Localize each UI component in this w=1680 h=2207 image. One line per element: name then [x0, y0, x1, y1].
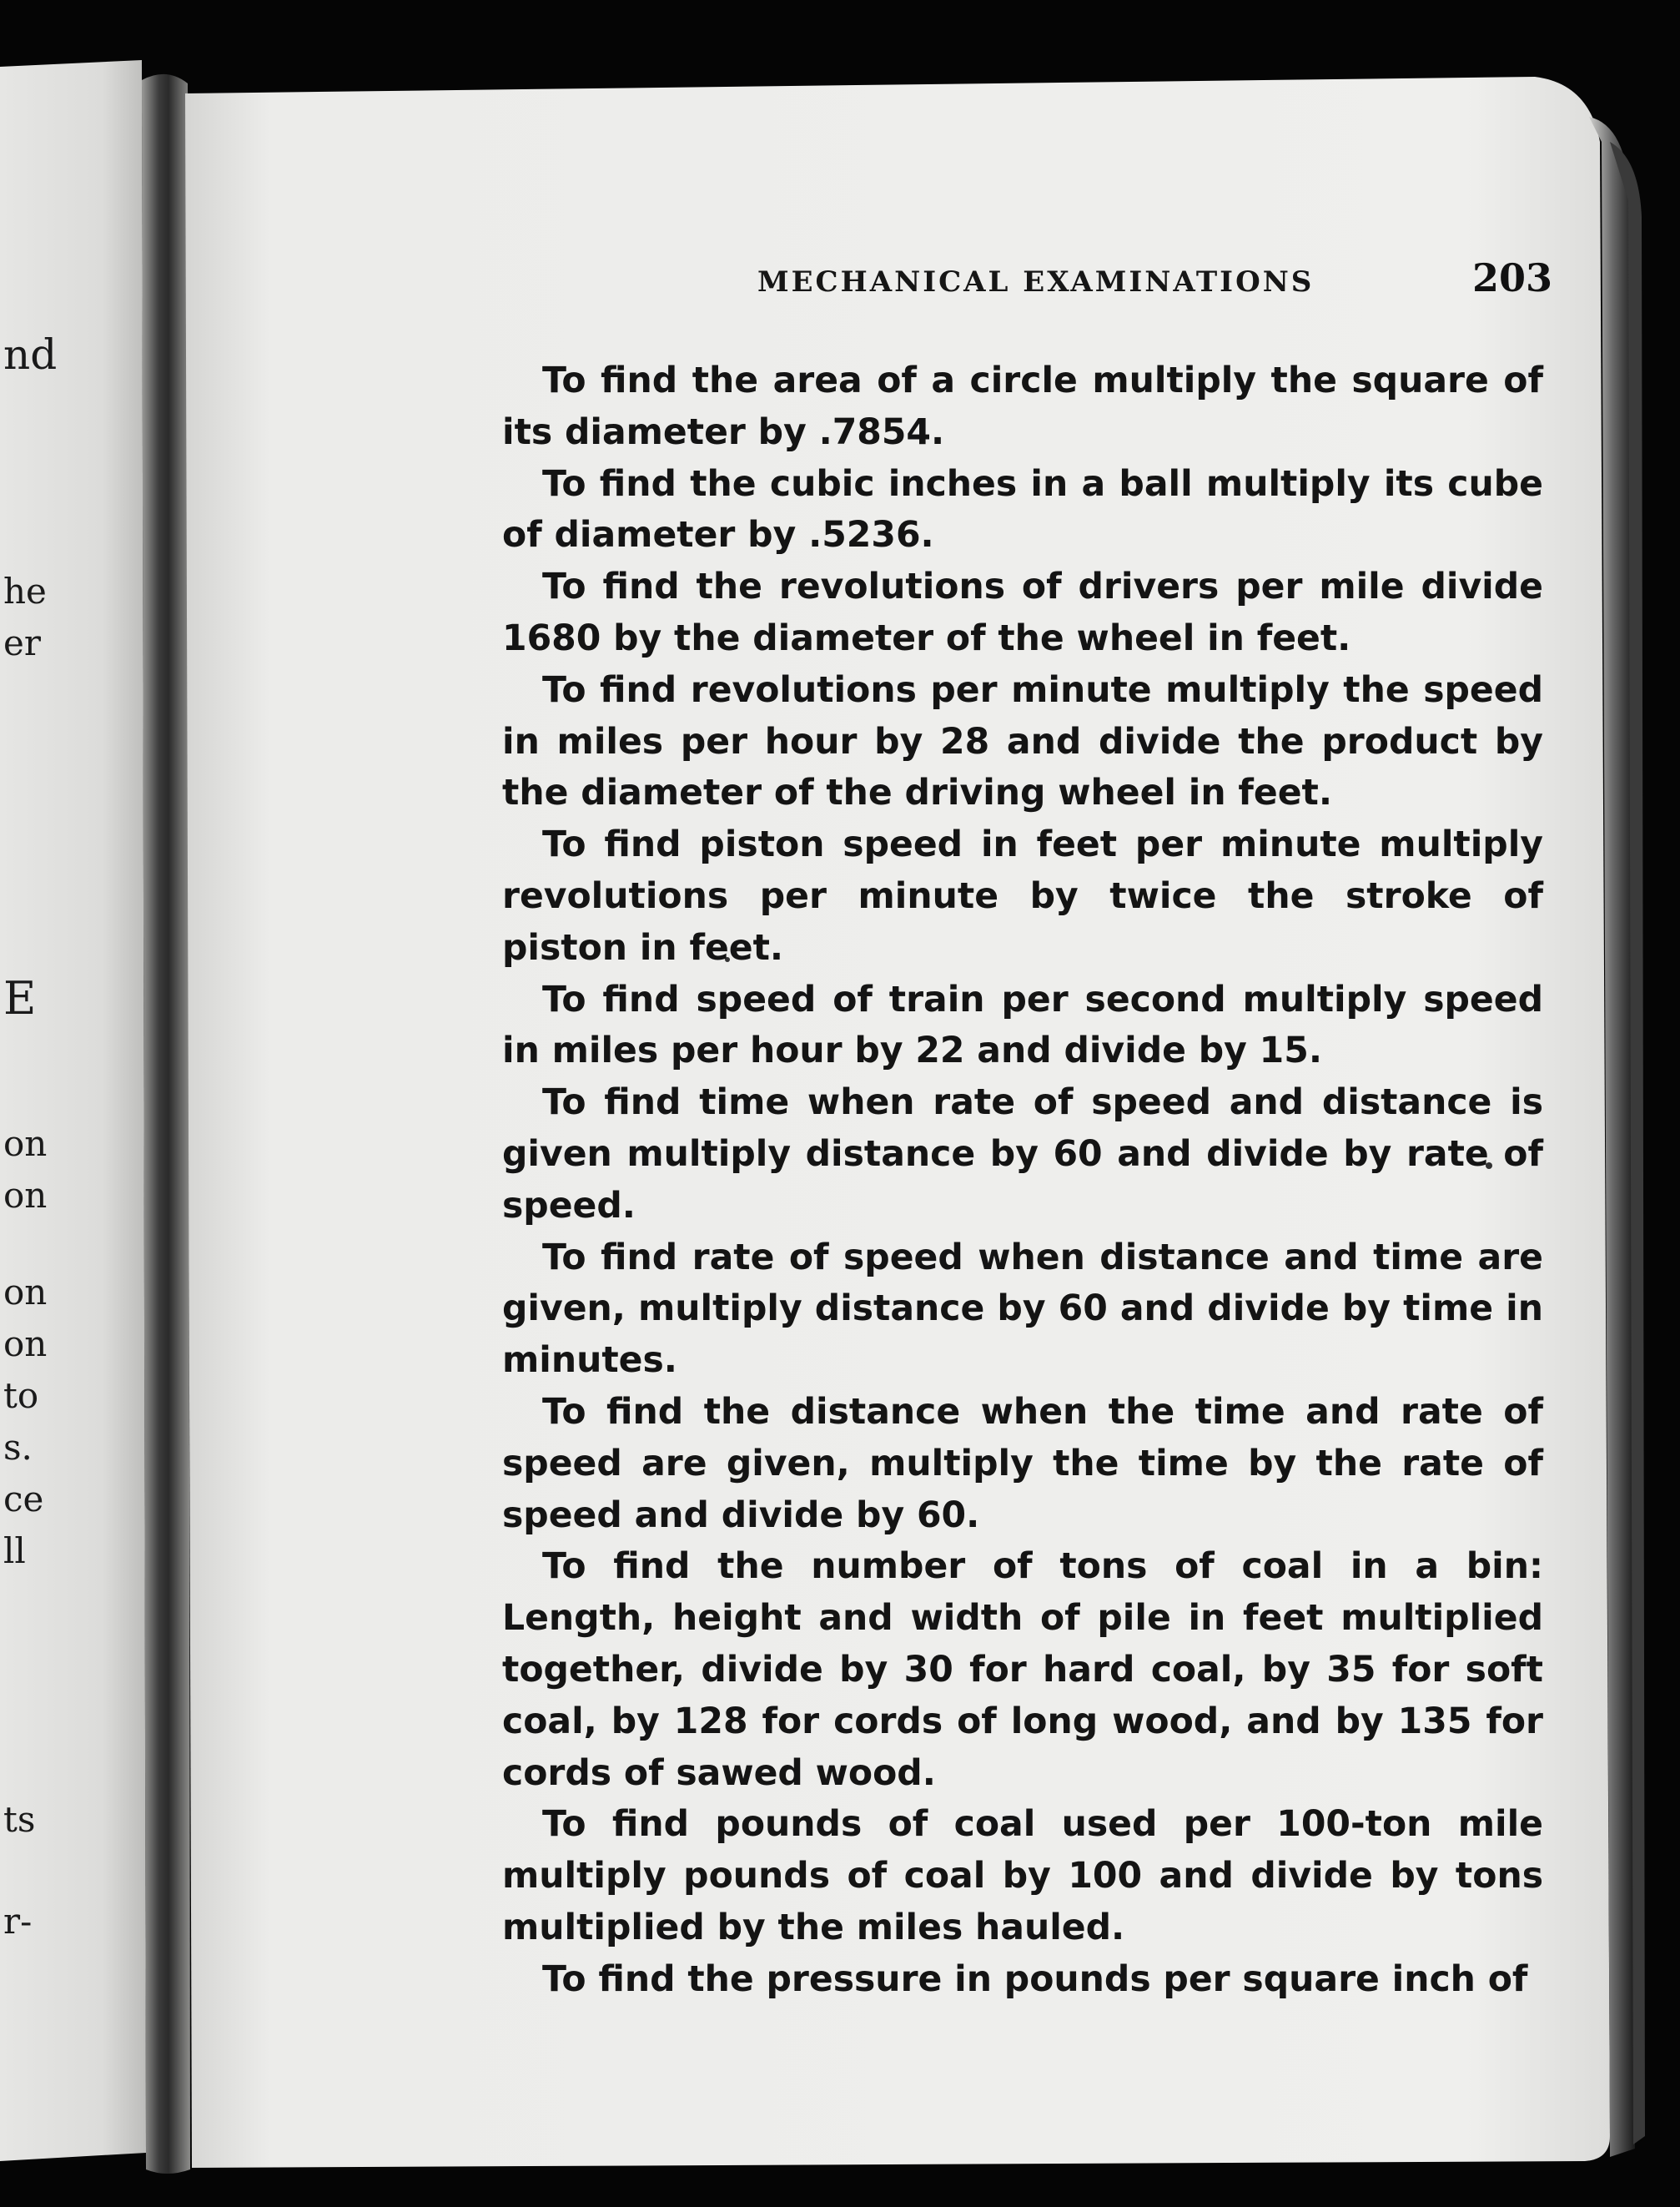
paragraph-rate-of-speed: To find rate of speed when distance and time are given, multiply distance by 60 and divide by time in minutes.	[502, 1237, 1543, 1382]
running-head: MECHANICAL EXAMINATIONS	[757, 265, 1315, 299]
left-page-fragment: er	[3, 622, 41, 663]
left-page-fragment: to	[3, 1375, 39, 1416]
paragraph-coal-per-100-ton-mile: To find pounds of coal used per 100-ton mile multiply pounds of coal by 100 and divide by tons multiplied by the miles hauled.	[502, 1804, 1543, 1948]
left-page-fragment: nd	[3, 330, 58, 379]
page-body	[502, 355, 1543, 2006]
left-page-fragment: on	[3, 1123, 48, 1164]
paragraph-distance: To find the distance when the time and rate of speed are given, multiply the time by the rate of speed and divide by 60.	[502, 1391, 1543, 1536]
paragraph-tons-of-coal: To find the number of tons of coal in a bin: Length, height and width of pile in feet multiplied together, divide by 30 for hard coal, by 35 for soft coal, by 128 for cords of long wood, and by 135 for cords of sawed wood.	[502, 1546, 1543, 1794]
left-page-fragment: on	[3, 1323, 48, 1364]
left-page-fragment: s.	[3, 1427, 33, 1468]
left-page-fragments	[0, 0, 167, 2207]
left-page-fragment: ll	[3, 1530, 26, 1571]
left-page-fragment: he	[3, 571, 47, 612]
paragraph-pressure-per-square-inch: To find the pressure in pounds per square inch of	[542, 1958, 1528, 2000]
left-page-fragment: r-	[3, 1901, 33, 1942]
paragraph-revolutions-per-minute: To find revolutions per minute multiply the speed in miles per hour by 28 and divide the product by the diameter of the driving wheel in feet.	[502, 669, 1543, 814]
paragraph-piston-speed: To find piston speed in feet per minute multiply revolutions per minute by twice the stroke of piston in feet.	[502, 824, 1543, 969]
left-page-fragment: ce	[3, 1479, 44, 1519]
left-page-fragment: ts	[3, 1799, 36, 1840]
left-page-fragment: on	[3, 1272, 48, 1313]
paragraph-area-of-circle: To find the area of a circle multiply the square of its diameter by .7854.	[502, 360, 1543, 453]
book-page	[196, 0, 1614, 2207]
paragraph-train-speed-per-second: To find speed of train per second multiply speed in miles per hour by 22 and divide by 15.	[502, 979, 1543, 1072]
paragraph-cubic-inches-ball: To find the cubic inches in a ball multiply its cube of diameter by .5236.	[502, 463, 1543, 557]
paragraph-revolutions-per-mile: To find the revolutions of drivers per mile divide 1680 by the diameter of the wheel in feet.	[502, 567, 1543, 659]
left-page-fragment: E	[3, 972, 37, 1025]
paragraph-time-from-rate-distance: To find time when rate of speed and distance is given multiply distance by 60 and divide by rate of speed.	[502, 1082, 1543, 1227]
page-number: 203	[1472, 255, 1553, 300]
left-page-fragment: on	[3, 1175, 48, 1216]
